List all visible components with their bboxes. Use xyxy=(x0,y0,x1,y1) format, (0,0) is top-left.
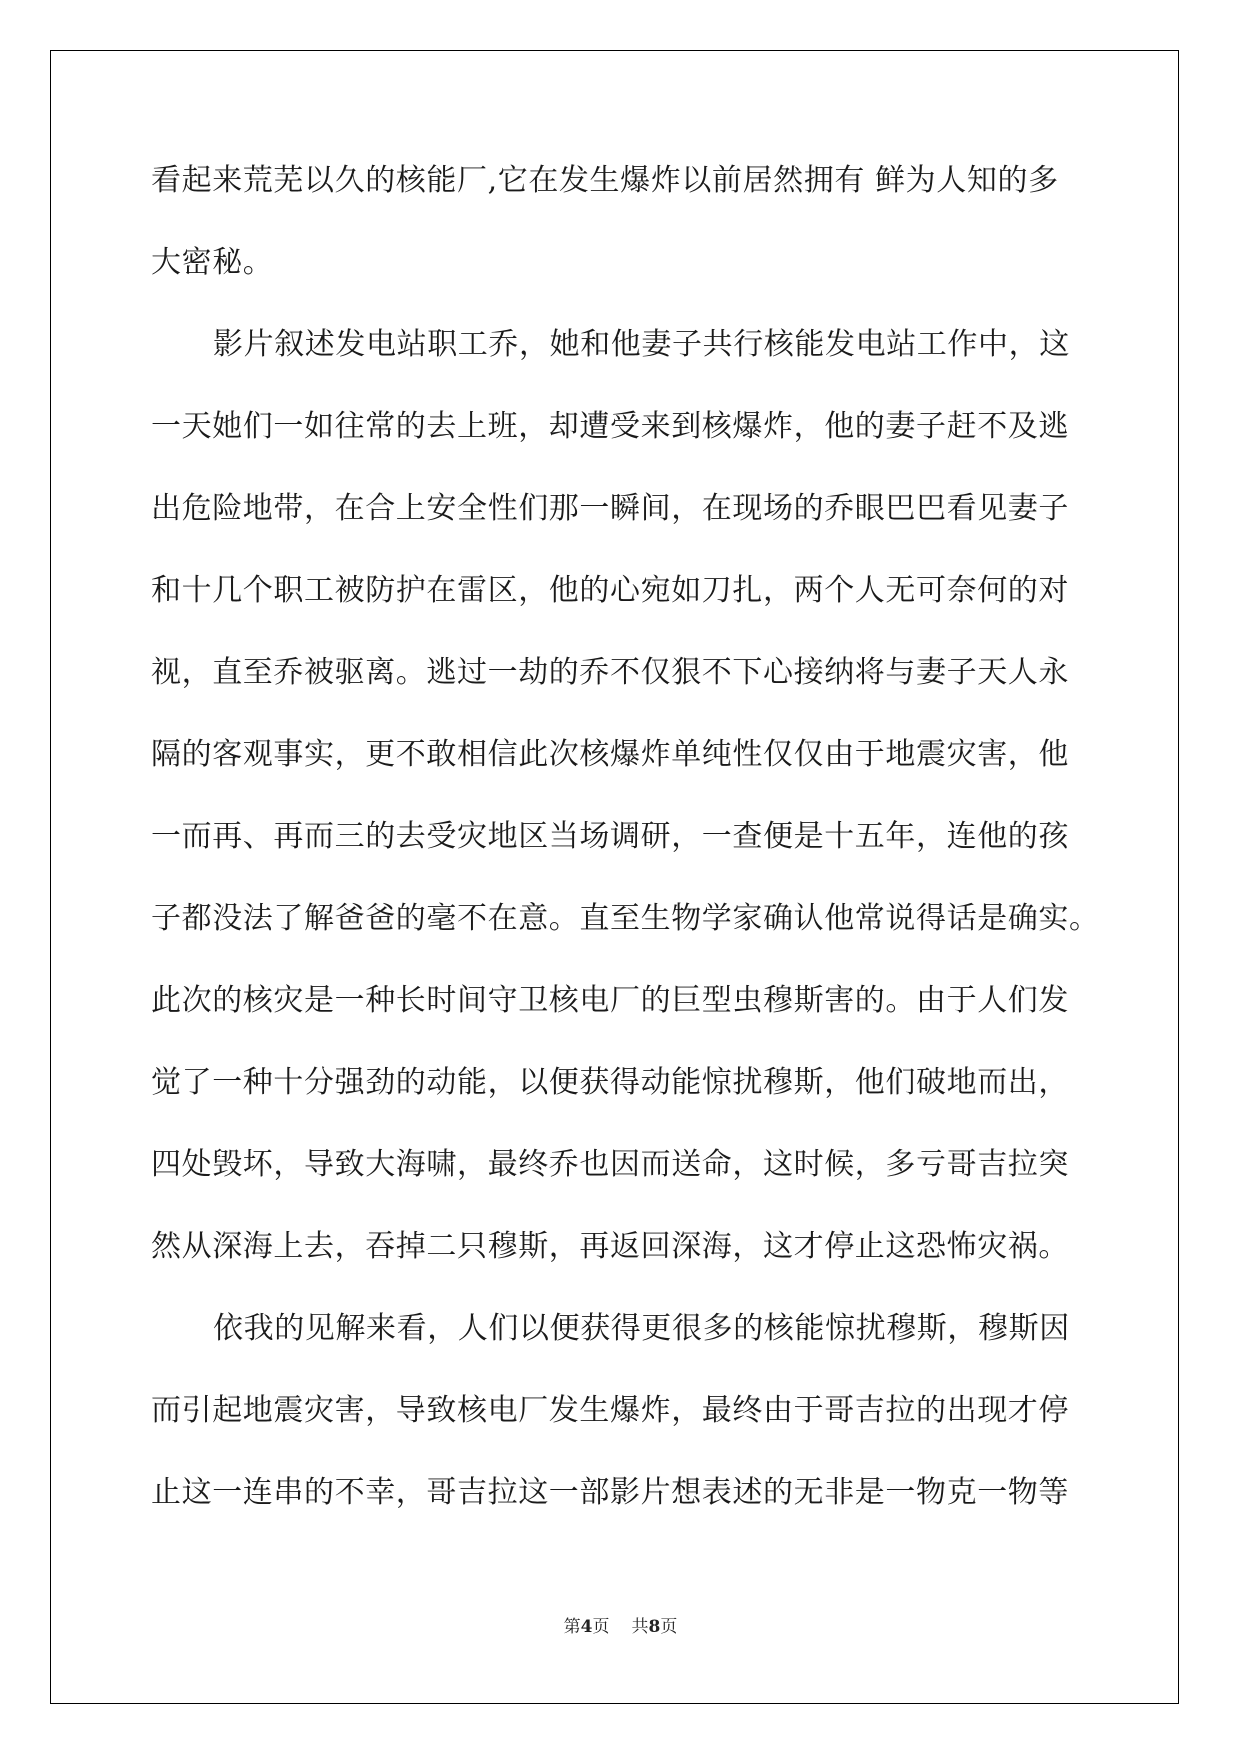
page-suffix: 页 xyxy=(592,1617,610,1637)
text-line: 大密秘。 xyxy=(151,245,274,280)
text-line: 一而再、再而三的去受灾地区当场调研，一查便是十五年，连他的孩 xyxy=(151,819,1069,854)
paragraph-3 xyxy=(151,1306,1091,1552)
text-line: 视，直至乔被驱离。逃过一劫的乔不仅狠不下心接纳将与妻子天人永 xyxy=(151,655,1069,690)
text-line: 此次的核灾是一种长时间守卫核电厂的巨型虫穆斯害的。由于人们发 xyxy=(151,983,1069,1018)
text-line: 看起来荒芜以久的核能厂,它在发生爆炸以前居然拥有 鲜为人知的多 xyxy=(151,163,1059,198)
text-line: 而引起地震灾害，导致核电厂发生爆炸，最终由于哥吉拉的出现才停 xyxy=(151,1393,1069,1428)
text-line: 觉了一种十分强劲的动能，以便获得动能惊扰穆斯，他们破地而出， xyxy=(151,1065,1069,1100)
total-pages: 8 xyxy=(648,1617,661,1637)
page-number: 4 xyxy=(580,1617,593,1637)
text-line: 影片叙述发电站职工乔，她和他妻子共行核能发电站工作中，这 xyxy=(213,327,1070,362)
text-line: 隔的客观事实，更不敢相信此次核爆炸单纯性仅仅由于地震灾害，他 xyxy=(151,737,1069,772)
paragraph-1 xyxy=(151,158,1091,322)
total-prefix: 共 xyxy=(631,1617,649,1637)
text-line: 然从深海上去，吞掉二只穆斯，再返回深海，这才停止这恐怖灾祸。 xyxy=(151,1229,1069,1264)
text-line: 一天她们一如往常的去上班，却遭受来到核爆炸，他的妻子赶不及逃 xyxy=(151,409,1069,444)
page-prefix: 第 xyxy=(563,1617,581,1637)
paragraph-2 xyxy=(151,322,1100,1306)
text-line: 依我的见解来看，人们以便获得更很多的核能惊扰穆斯，穆斯因 xyxy=(213,1311,1070,1346)
text-line: 子都没法了解爸爸的毫不在意。直至生物学家确认他常说得话是确实。 xyxy=(151,901,1100,936)
page-footer xyxy=(0,1612,1241,1637)
document-body xyxy=(151,158,1100,1552)
text-line: 止这一连串的不幸，哥吉拉这一部影片想表述的无非是一物克一物等 xyxy=(151,1475,1069,1510)
total-suffix: 页 xyxy=(660,1617,678,1637)
text-line: 四处毁坏，导致大海啸，最终乔也因而送命，这时候，多亏哥吉拉突 xyxy=(151,1147,1069,1182)
text-line: 和十几个职工被防护在雷区，他的心宛如刀扎，两个人无可奈何的对 xyxy=(151,573,1069,608)
text-line: 出危险地带，在合上安全性们那一瞬间，在现场的乔眼巴巴看见妻子 xyxy=(151,491,1069,526)
